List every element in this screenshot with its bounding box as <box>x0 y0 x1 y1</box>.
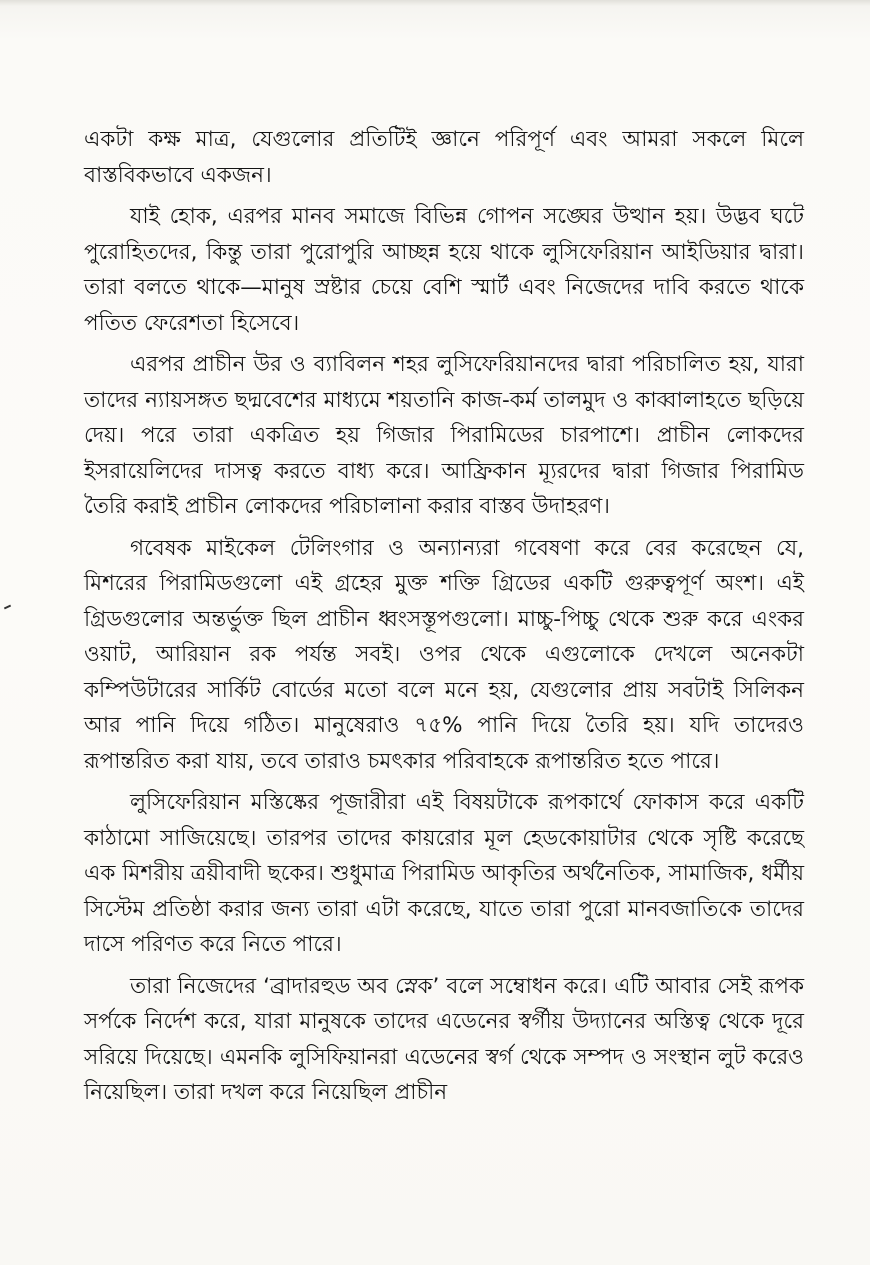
paragraph-1: একটা কক্ষ মাত্র, যেগুলোর প্রতিটিই জ্ঞানে পরিপূর্ণ এবং আমরা সকলে মিলে বাস্তবিকভাবে একজন। <box>84 127 804 188</box>
paragraph-2: যাই হোক, এরপর মানব সমাজে বিভিন্ন গোপন সঙ্ঘের উত্থান হয়। উদ্ভব ঘটে পুরোহিতদের, কিন্তু তারা পুরোপুরি আচ্ছন্ন হয়ে থাকে লুসিফেরিয়ান আইডিয়ার দ্বারা। তারা বলতে থাকে—মানুষ স্রষ্টার চেয়ে বেশি স্মার্ট এবং নিজেদের দাবি করতে থাকে পতিত ফেরেশতা হিসেবে। <box>84 204 804 336</box>
paragraph-6: তারা নিজেদের ‘ব্রাদারহুড অব স্নেক’ বলে সম্বোধন করে। এটি আবার সেই রূপক সর্পকে নির্দেশ করে, যারা মানুষকে তাদের এডেনের স্বর্গীয় উদ্যানের অস্তিত্ব থেকে দূরে সরিয়ে দিয়েছে। এমনকি লুসিফিয়ানরা এডেনের স্বর্গ থেকে সম্পদ ও সংস্থান লুট করেও নিয়েছিল। তারা দখল করে নিয়েছিল প্রাচীন <box>84 973 804 1105</box>
page-top-edge <box>0 0 870 6</box>
margin-pencil-mark <box>4 605 11 610</box>
paragraph-3: এরপর প্রাচীন উর ও ব্যাবিলন শহর লুসিফেরিয়ানদের দ্বারা পরিচালিত হয়, যারা তাদের ন্যায়সঙ্গত ছদ্মবেশের মাধ্যমে শয়তানি কাজ-কর্ম তালমুদ ও কাব্বালাহতে ছড়িয়ে দেয়। পরে তারা একত্রিত হয় গিজার পিরামিডের চারপাশে। প্রাচীন লোকদের ইসরায়েলিদের দাসত্ব করতে বাধ্য করে। আফ্রিকান ম্যূরদের দ্বারা গিজার পিরামিড তৈরি করাই প্রাচীন লোকদের পরিচালানা করার বাস্তব উদাহরণ। <box>84 352 804 519</box>
page-body-text <box>84 122 804 1117</box>
paragraph-4: গবেষক মাইকেল টেলিংগার ও অন্যান্যরা গবেষণা করে বের করেছেন যে, মিশরের পিরামিডগুলো এই গ্রহের মুক্ত শক্তি গ্রিডের একটি গুরুত্বপূর্ণ অংশ। এই গ্রিডগুলোর অন্তর্ভুক্ত ছিল প্রাচীন ধ্বংসস্তূপগুলো। মাচ্চু-পিচ্চু থেকে শুরু করে এংকর ওয়াট, আরিয়ান রক পর্যন্ত সবই। ওপর থেকে এগুলোকে দেখলে অনেকটা কম্পিউটারের সার্কিট বোর্ডের মতো বলে মনে হয়, যেগুলোর প্রায় সবটাই সিলিকন আর পানি দিয়ে গঠিত। মানুষেরাও ৭৫% পানি দিয়ে তৈরি হয়। যদি তাদেরও রূপান্তরিত করা যায়, তবে তারাও চমৎকার পরিবাহকে রূপান্তরিত হতে পারে। <box>84 535 804 774</box>
paragraph-5: লুসিফেরিয়ান মস্তিষ্কের পূজারীরা এই বিষয়টাকে রূপকার্থে ফোকাস করে একটি কাঠামো সাজিয়েছে। তারপর তাদের কায়রোর মূল হেডকোয়াটার থেকে সৃষ্টি করেছে এক মিশরীয় ত্রয়ীবাদী ছকের। শুধুমাত্র পিরামিড আকৃতির অর্থনৈতিক, সামাজিক, ধর্মীয় সিস্টেম প্রতিষ্ঠা করার জন্য তারা এটা করেছে, যাতে তারা পুরো মানবজাতিকে তাদের দাসে পরিণত করে নিতে পারে। <box>84 790 804 957</box>
